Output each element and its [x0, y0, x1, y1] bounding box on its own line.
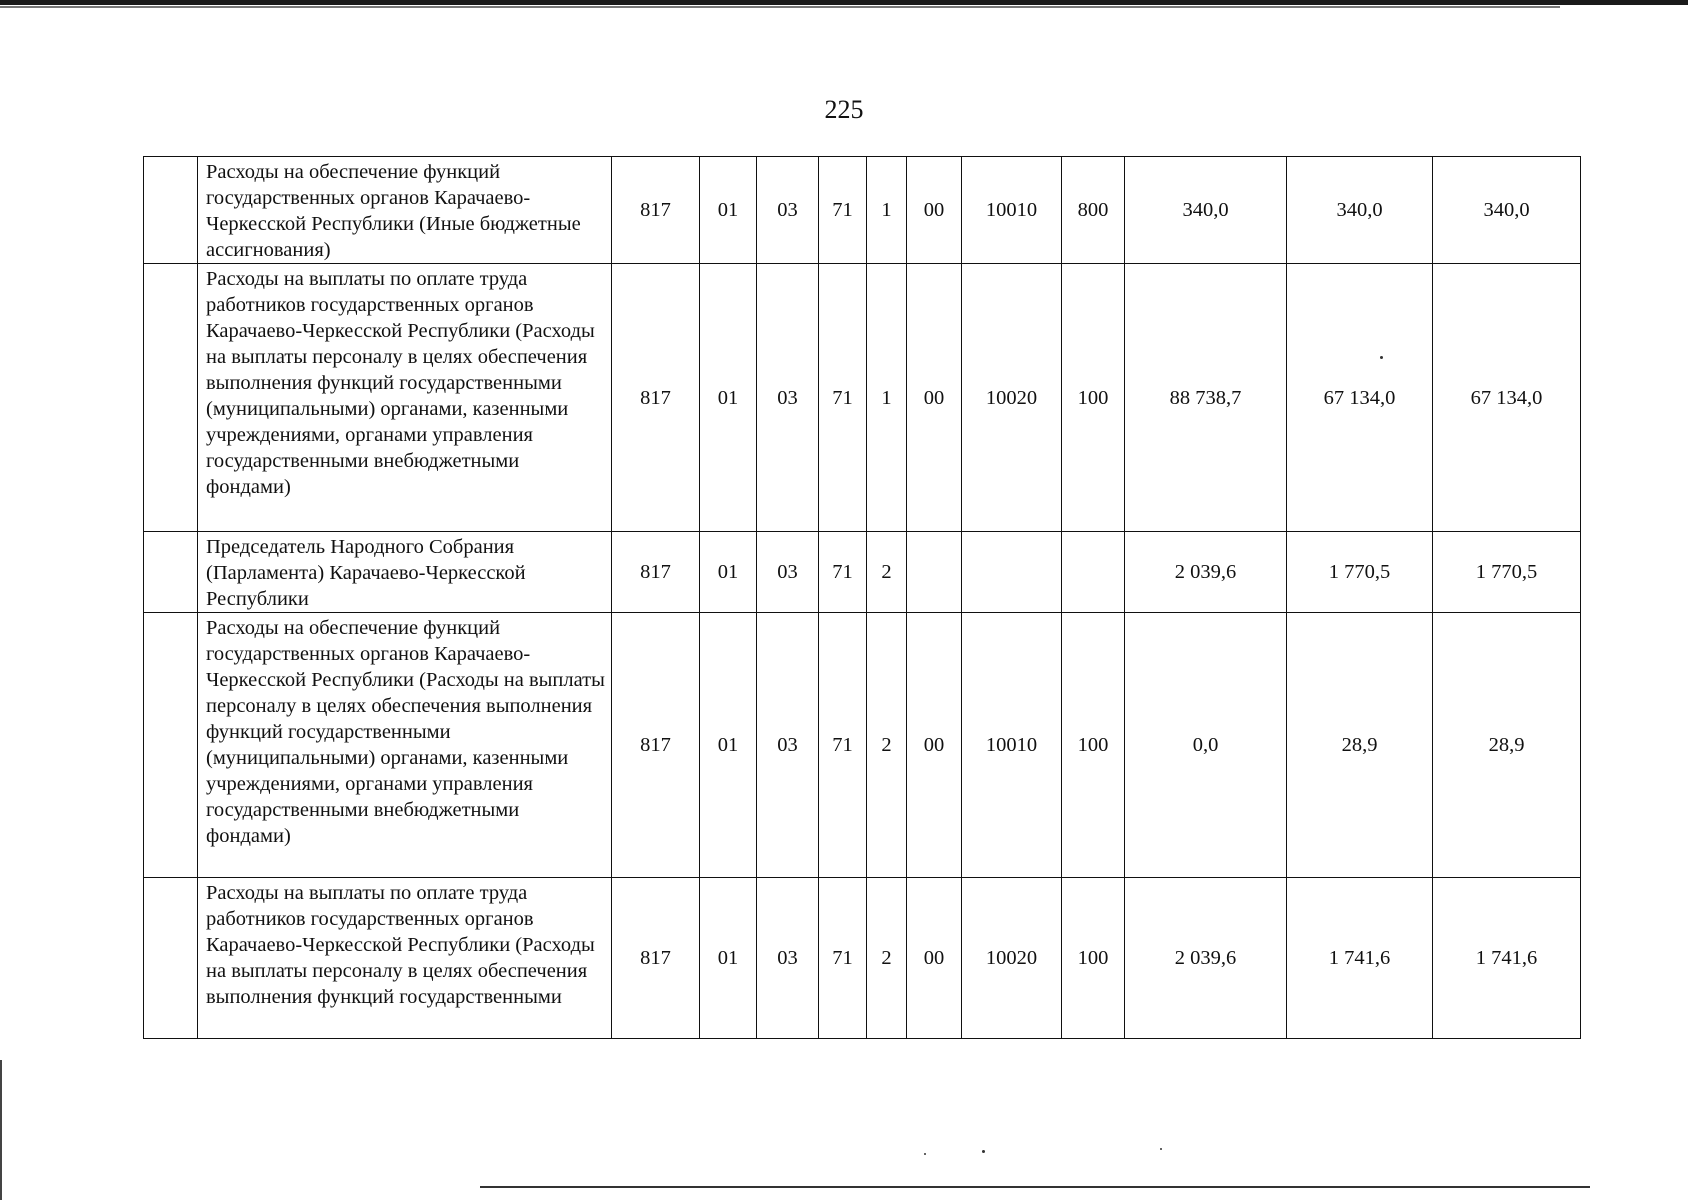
amount-year-3-cell: 67 134,0 — [1433, 264, 1581, 532]
expense-type-code-cell: 100 — [1062, 878, 1125, 1039]
row-number-cell — [144, 157, 198, 264]
expense-name-cell: Расходы на обеспечение функций государственных органов Карачаево-Черкесской Республики (Расходы на выплаты персоналу в целях обеспечения выполнения функций государственными (муниципальными) органами, казенными учреждениями, органами управления государственными внебюджетными фондами) — [198, 613, 612, 878]
amount-year-1-cell: 340,0 — [1125, 157, 1287, 264]
scan-speck — [1380, 356, 1383, 359]
expense-type-code-cell — [1062, 532, 1125, 613]
expense-type-code-cell: 100 — [1062, 264, 1125, 532]
row-number-cell — [144, 264, 198, 532]
table-row — [144, 613, 1581, 878]
amount-year-1-cell: 88 738,7 — [1125, 264, 1287, 532]
subprogram-code-cell: 2 — [867, 532, 907, 613]
subprogram-code-cell: 1 — [867, 157, 907, 264]
admin-code-cell: 817 — [612, 613, 700, 878]
scan-speck — [1160, 1148, 1162, 1150]
scan-speck — [924, 1153, 926, 1155]
subprogram-code-cell: 1 — [867, 264, 907, 532]
amount-year-2-cell: 340,0 — [1287, 157, 1433, 264]
admin-code-cell: 817 — [612, 878, 700, 1039]
program-code-cell: 71 — [819, 157, 867, 264]
scan-top-edge-line — [0, 6, 1560, 8]
subsection-code-cell: 03 — [757, 532, 819, 613]
program-code-cell: 71 — [819, 532, 867, 613]
expense-name-cell: Расходы на выплаты по оплате труда работников государственных органов Карачаево-Черкесской Республики (Расходы на выплаты персоналу в целях обеспечения выполнения функций государственными (муниципальными) органами, казенными учреждениями, органами управления государственными внебюджетными фондами) — [198, 264, 612, 532]
section-code-cell: 01 — [700, 264, 757, 532]
subprogram-code-cell: 2 — [867, 878, 907, 1039]
expense-name-cell: Расходы на обеспечение функций государственных органов Карачаево-Черкесской Республики (Иные бюджетные ассигнования) — [198, 157, 612, 264]
table-row — [144, 264, 1581, 532]
amount-year-1-cell: 0,0 — [1125, 613, 1287, 878]
expense-name-cell: Председатель Народного Собрания (Парламента) Карачаево-Черкесской Республики — [198, 532, 612, 613]
row-number-cell — [144, 613, 198, 878]
admin-code-cell: 817 — [612, 264, 700, 532]
program-code-cell: 71 — [819, 613, 867, 878]
direction-code-cell: 10020 — [962, 878, 1062, 1039]
program-code-cell: 71 — [819, 264, 867, 532]
amount-year-3-cell: 1 741,6 — [1433, 878, 1581, 1039]
main-event-code-cell: 00 — [907, 157, 962, 264]
amount-year-1-cell: 2 039,6 — [1125, 878, 1287, 1039]
row-number-cell — [144, 532, 198, 613]
main-event-code-cell: 00 — [907, 613, 962, 878]
scan-speck — [982, 1150, 985, 1153]
subprogram-code-cell: 2 — [867, 613, 907, 878]
direction-code-cell: 10010 — [962, 613, 1062, 878]
subsection-code-cell: 03 — [757, 613, 819, 878]
budget-table — [143, 156, 1581, 1039]
main-event-code-cell: 00 — [907, 878, 962, 1039]
program-code-cell: 71 — [819, 878, 867, 1039]
section-code-cell: 01 — [700, 157, 757, 264]
admin-code-cell: 817 — [612, 157, 700, 264]
subsection-code-cell: 03 — [757, 264, 819, 532]
amount-year-2-cell: 28,9 — [1287, 613, 1433, 878]
amount-year-1-cell: 2 039,6 — [1125, 532, 1287, 613]
scan-top-edge — [0, 0, 1688, 5]
section-code-cell: 01 — [700, 878, 757, 1039]
admin-code-cell: 817 — [612, 532, 700, 613]
direction-code-cell: 10010 — [962, 157, 1062, 264]
table-row — [144, 532, 1581, 613]
direction-code-cell — [962, 532, 1062, 613]
main-event-code-cell: 00 — [907, 264, 962, 532]
page-number: 225 — [824, 95, 864, 124]
table-row — [144, 878, 1581, 1039]
direction-code-cell: 10020 — [962, 264, 1062, 532]
amount-year-2-cell: 67 134,0 — [1287, 264, 1433, 532]
amount-year-3-cell: 340,0 — [1433, 157, 1581, 264]
amount-year-2-cell: 1 741,6 — [1287, 878, 1433, 1039]
amount-year-2-cell: 1 770,5 — [1287, 532, 1433, 613]
scan-bottom-edge — [480, 1186, 1590, 1188]
subsection-code-cell: 03 — [757, 157, 819, 264]
amount-year-3-cell: 1 770,5 — [1433, 532, 1581, 613]
row-number-cell — [144, 878, 198, 1039]
main-event-code-cell — [907, 532, 962, 613]
amount-year-3-cell: 28,9 — [1433, 613, 1581, 878]
subsection-code-cell: 03 — [757, 878, 819, 1039]
expense-type-code-cell: 800 — [1062, 157, 1125, 264]
expense-type-code-cell: 100 — [1062, 613, 1125, 878]
table-row — [144, 157, 1581, 264]
section-code-cell: 01 — [700, 613, 757, 878]
scan-left-edge — [0, 1060, 2, 1200]
expense-name-cell: Расходы на выплаты по оплате труда работников государственных органов Карачаево-Черкесской Республики (Расходы на выплаты персоналу в целях обеспечения выполнения функций государственными — [198, 878, 612, 1039]
section-code-cell: 01 — [700, 532, 757, 613]
